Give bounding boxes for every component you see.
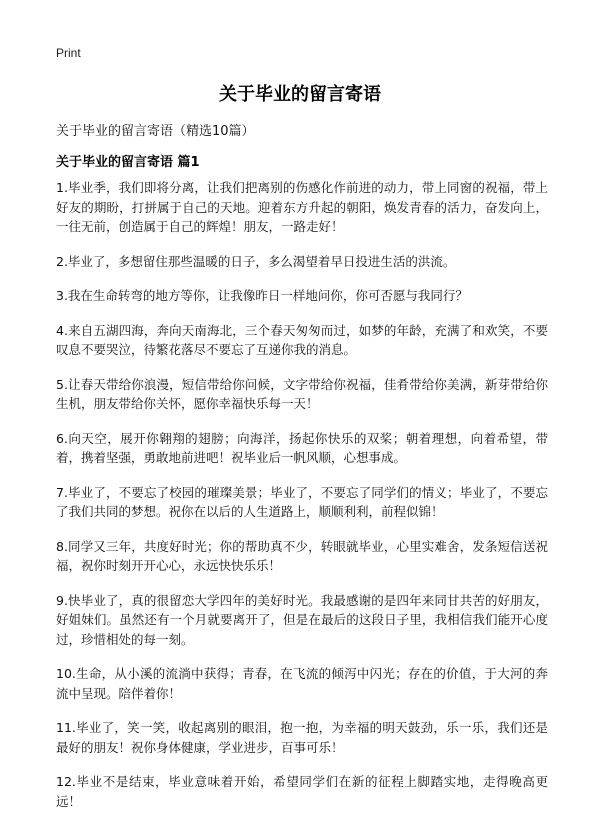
message-paragraph: 4.来自五湖四海，奔向天南海北，三个春天匆匆而过，如梦的年龄，充满了和欢笑，不要叹息不要哭泣，待繁花落尽不要忘了互递你我的消息。 [56,322,548,357]
message-paragraph: 12.毕业不是结束，毕业意味着开始，希望同学们在新的征程上脚踏实地，走得晚高更远！ [56,774,548,809]
page-title: 关于毕业的留言寄语 [219,84,381,105]
message-paragraph: 11.毕业了，笑一笑，收起离别的眼泪，抱一抱，为幸福的明天鼓劲，乐一乐，我们还是最好的朋友！祝你身体健康，学业进步，百事可乐！ [56,720,548,755]
document-subtitle: 关于毕业的留言寄语（精选10篇） [56,124,255,139]
message-paragraph: 2.毕业了，多想留住那些温暖的日子，多么渴望着早日投进生活的洪流。 [56,253,456,269]
print-link[interactable]: Print [56,46,81,60]
message-list [56,178,548,826]
message-paragraph: 8.同学又三年，共度好时光；你的帮助真不少，转眼就毕业，心里实难舍，发条短信送祝福，祝你时刻开开心心，永远快快乐乐！ [56,538,548,573]
message-paragraph: 1.毕业季，我们即将分离，让我们把离别的伤感化作前进的动力，带上同窗的祝福，带上好友的期盼，打拼属于自己的天地。迎着东方升起的朝阳，焕发青春的活力，奋发向上，一往无前，创造属于自己的辉煌！朋友，一路走好！ [56,180,548,234]
message-paragraph: 3.我在生命转弯的地方等你，让我像昨日一样地问你，你可否愿与我同行？ [56,288,468,303]
message-paragraph: 5.让春天带给你浪漫，短信带给你问候，文字带给你祝福，佳肴带给你美满，新芽带给你生机，朋友带给你关怀，愿你幸福快乐每一天！ [56,376,548,411]
message-paragraph: 10.生命，从小溪的流淌中获得；青春，在飞流的倾泻中闪光；存在的价值，于大河的奔流中呈现。陪伴着你！ [56,666,548,701]
section-heading: 关于毕业的留言寄语 篇1 [56,155,200,170]
message-paragraph: 6.向天空，展开你翱翔的翅膀；向海洋，扬起你快乐的双桨；朝着理想，向着希望，带着，携着坚强，勇敢地前进吧！祝毕业后一帆风顺，心想事成。 [56,430,548,465]
message-paragraph: 7.毕业了，不要忘了校园的璀璨美景；毕业了，不要忘了同学们的情义；毕业了，不要忘了我们共同的梦想。祝你在以后的人生道路上，顺顺利利，前程似锦！ [56,484,548,519]
message-paragraph: 9.快毕业了，真的很留恋大学四年的美好时光。我最感谢的是四年来同甘共苦的好朋友，好姐妹们。虽然还有一个月就要离开了，但是在最后的这段日子里，我相信我们能开心度过，珍惜相处的每一刻。 [56,592,548,647]
